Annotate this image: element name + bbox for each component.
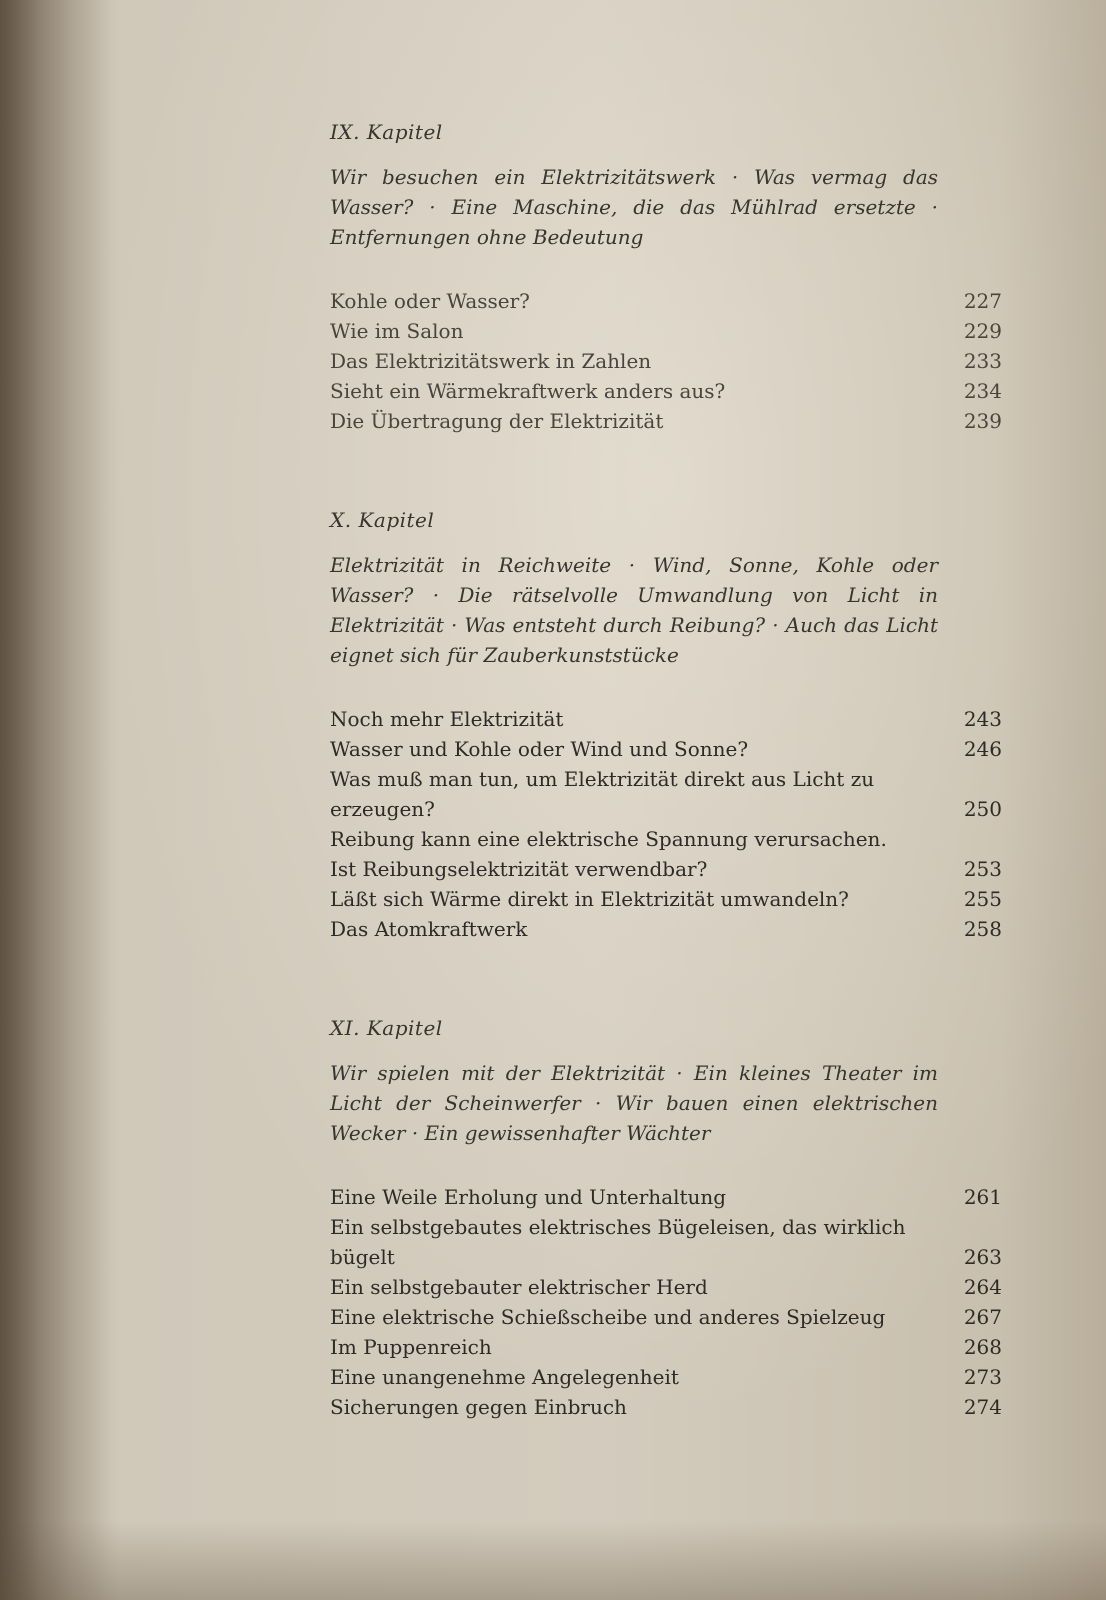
toc-entry bbox=[330, 1332, 1002, 1362]
bottom-shadow bbox=[0, 1520, 1106, 1600]
entry-title: Wie im Salon bbox=[330, 319, 464, 343]
toc-entry bbox=[330, 1392, 1002, 1422]
entry-title: Das Atomkraftwerk bbox=[330, 917, 528, 941]
toc-entry bbox=[330, 914, 1002, 944]
entry-page: 267 bbox=[963, 1305, 1002, 1329]
entry-page: 268 bbox=[963, 1335, 1002, 1359]
toc-entry bbox=[330, 764, 1002, 824]
entry-title: Reibung kann eine elektrische Spannung verursachen. bbox=[330, 827, 887, 851]
entry-page: 243 bbox=[963, 707, 1002, 731]
entry-page: 246 bbox=[963, 737, 1002, 761]
entry-title: Noch mehr Elektrizität bbox=[330, 707, 564, 731]
toc-entry bbox=[330, 704, 1002, 734]
toc-entry bbox=[330, 884, 1002, 914]
toc-entry bbox=[330, 1272, 1002, 1302]
toc-entry bbox=[330, 1362, 1002, 1392]
entry-page: 233 bbox=[963, 349, 1002, 373]
toc-entry bbox=[330, 854, 1002, 884]
entry-title: Die Übertragung der Elektrizität bbox=[330, 409, 664, 433]
toc-entry bbox=[330, 286, 1002, 316]
entry-page: 253 bbox=[963, 857, 1002, 881]
entry-title: Kohle oder Wasser? bbox=[330, 289, 530, 313]
entry-page: 234 bbox=[963, 379, 1002, 403]
chapter-ix bbox=[330, 120, 1002, 436]
entry-title: Eine elektrische Schießscheibe und anderes Spielzeug bbox=[330, 1305, 886, 1329]
entry-page: 263 bbox=[963, 1245, 1002, 1269]
entry-title: Das Elektrizitätswerk in Zahlen bbox=[330, 349, 652, 373]
toc-entry bbox=[330, 316, 1002, 346]
entry-title: Eine Weile Erholung und Unterhaltung bbox=[330, 1185, 727, 1209]
entry-title: Sieht ein Wärmekraftwerk anders aus? bbox=[330, 379, 726, 403]
entry-title: Ist Reibungselektrizität verwendbar? bbox=[330, 857, 708, 881]
entry-title: Im Puppenreich bbox=[330, 1335, 492, 1359]
entry-page: 255 bbox=[963, 887, 1002, 911]
chapter-xi bbox=[330, 1016, 1002, 1422]
entry-title: Läßt sich Wärme direkt in Elektrizität umwandeln? bbox=[330, 887, 849, 911]
entry-page: 239 bbox=[963, 409, 1002, 433]
entry-title: Eine unangenehme Angelegenheit bbox=[330, 1365, 679, 1389]
chapter-title: XI. Kapitel bbox=[330, 1016, 443, 1040]
entry-page: 229 bbox=[963, 319, 1002, 343]
entry-title: Was muß man tun, um Elektrizität direkt aus Licht zu erzeugen? bbox=[330, 767, 875, 821]
entry-page: 261 bbox=[963, 1185, 1002, 1209]
toc-entry bbox=[330, 824, 1002, 854]
chapter-summary: Wir besuchen ein Elektrizitätswerk · Was vermag das Wasser? · Eine Maschine, die das Mühlrad ersetzte · Entfernungen ohne Bedeutung bbox=[330, 165, 938, 249]
toc-entry bbox=[330, 346, 1002, 376]
entry-page: 273 bbox=[963, 1365, 1002, 1389]
entry-page: 258 bbox=[963, 917, 1002, 941]
toc-entry bbox=[330, 406, 1002, 436]
chapter-title: X. Kapitel bbox=[330, 508, 435, 532]
entry-page: 227 bbox=[963, 289, 1002, 313]
toc-entry bbox=[330, 1302, 1002, 1332]
chapter-summary: Wir spielen mit der Elektrizität · Ein kleines Theater im Licht der Scheinwerfer · Wir bauen einen elektrischen Wecker · Ein gewissenhafter Wächter bbox=[330, 1061, 938, 1145]
toc-entry bbox=[330, 734, 1002, 764]
chapter-title: IX. Kapitel bbox=[330, 120, 443, 144]
table-of-contents bbox=[330, 120, 1002, 1494]
toc-entry bbox=[330, 376, 1002, 406]
spine-shadow bbox=[0, 0, 120, 1600]
entry-title: Sicherungen gegen Einbruch bbox=[330, 1395, 627, 1419]
chapter-x bbox=[330, 508, 1002, 944]
toc-entry bbox=[330, 1212, 1002, 1272]
entry-title: Wasser und Kohle oder Wind und Sonne? bbox=[330, 737, 749, 761]
entry-page: 250 bbox=[963, 797, 1002, 821]
entry-page: 264 bbox=[963, 1275, 1002, 1299]
entry-title: Ein selbstgebautes elektrisches Bügeleisen, das wirklich bügelt bbox=[330, 1215, 906, 1269]
toc-entry bbox=[330, 1182, 1002, 1212]
entry-page: 274 bbox=[963, 1395, 1002, 1419]
chapter-summary: Elektrizität in Reichweite · Wind, Sonne, Kohle oder Wasser? · Die rätselvolle Umwandlung von Licht in Elektrizität · Was entsteht durch Reibung? · Auch das Licht eignet sich für Zauberkunststücke bbox=[330, 553, 938, 667]
entry-title: Ein selbstgebauter elektrischer Herd bbox=[330, 1275, 708, 1299]
